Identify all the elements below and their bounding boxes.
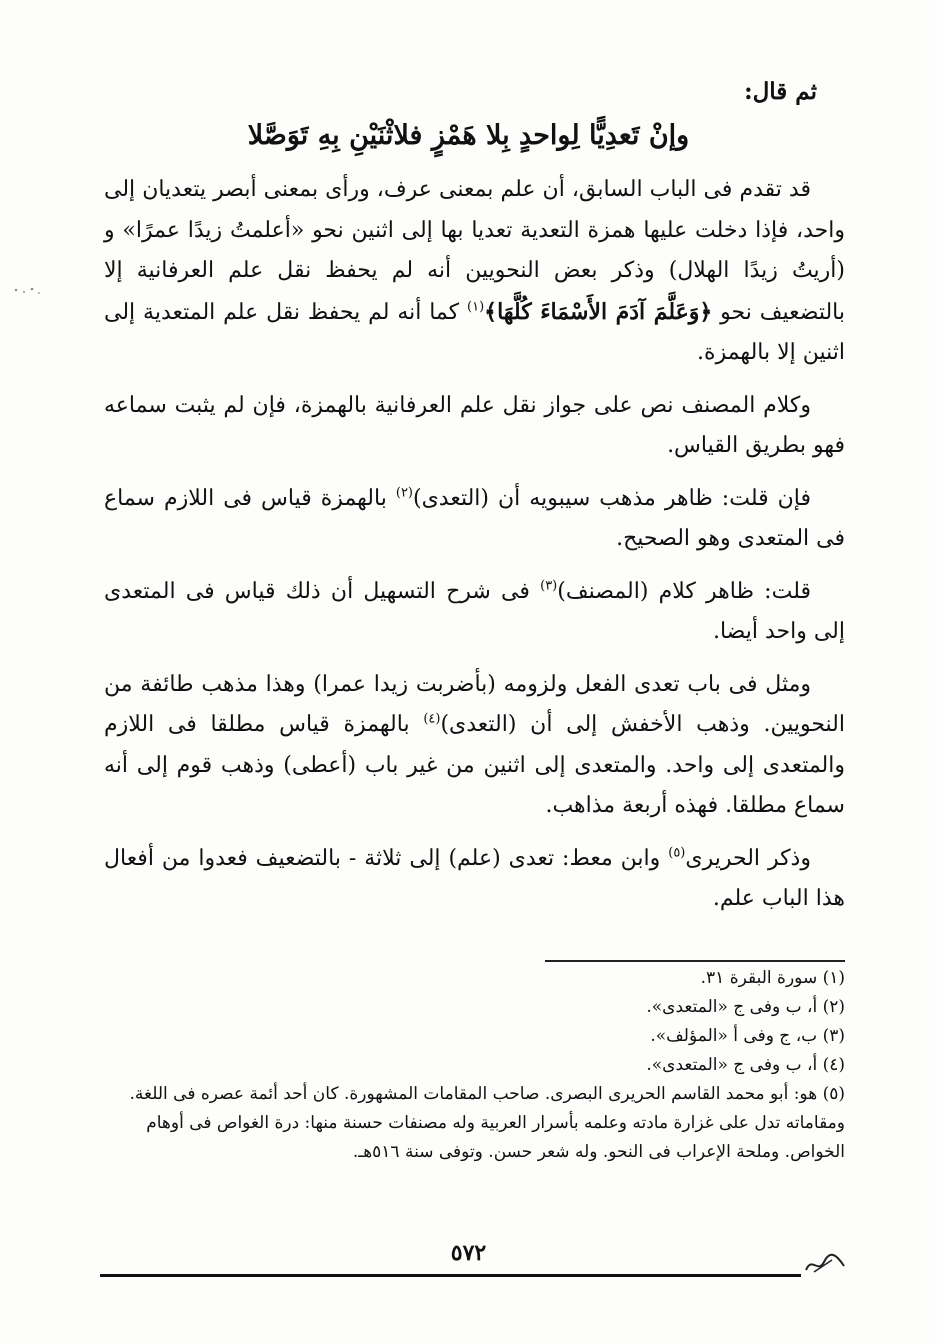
paragraph-6: وذكر الحريرى$^{(٥)}$ وابن معط: تعدى (علم) إلى ثلاثة - بالتضعيف فعدوا من أفعال هذا الباب علم. (104, 845, 845, 911)
verse-line: وإنْ تَعدِيًّا لِواحدٍ بِلا هَمْزٍ فلاثْنَيْنِ بِهِ تَوَصَّلا (247, 120, 690, 151)
footnote-ref-3[interactable]: (٣) (540, 578, 558, 594)
signature-mark-icon (802, 1248, 848, 1278)
quran-quote: ﴿وَعَلَّمَ آدَمَ الأَسْمَاءَ كُلَّهَا﴾ (484, 298, 713, 325)
intro-line: ثم قال: (744, 78, 817, 105)
footnote-separator (545, 960, 845, 962)
footnotes-list (104, 964, 845, 1167)
paragraph-2: وكلام المصنف نص على جواز نقل علم العرفانية بالهمزة، فإن لم يثبت سماعه فهو بطريق القياس. (104, 392, 845, 458)
footnote-ref-5[interactable]: (٥) (668, 845, 686, 861)
paragraph-4: قلت: ظاهر كلام (المصنف)$^{(٣)}$ فى شرح التسهيل أن ذلك قياس فى المتعدى إلى واحد أيضا. (104, 578, 845, 644)
paragraph-1: قد تقدم فى الباب السابق، أن علم بمعنى عرف، ورأى بمعنى أبصر يتعديان إلى واحد، فإذا دخلت عليها همزة التعدية تعديا بها إلى اثنين نحو «أعلمتُ زيدًا عمرًا» و (أريتُ زيدًا الهلال) وذكر بعض النحويين أنه لم يحفظ نقل علم العرفانية إلا بالتضعيف نحو ﴿وَعَلَّمَ آدَمَ الأَسْمَاءَ كُلَّهَا﴾$^{(١)}$ كما أنه لم يحفظ نقل علم المتعدية إلى اثنين إلا بالهمزة. (104, 177, 845, 365)
bottom-rule (100, 1274, 801, 1277)
scan-speck-icon (8, 280, 48, 302)
footnote-ref-1[interactable]: (١) (467, 299, 485, 315)
footnote-1: (١) سورة البقرة ٣١. (700, 968, 845, 988)
footnote-4: (٤) أ، ب وفى ج «المتعدى». (646, 1055, 845, 1075)
footnote-5: (٥) هو: أبو محمد القاسم الحريرى البصرى. صاحب المقامات المشهورة. كان أحد أئمة عصره فى اللغة. ومقاماته تدل على غزارة مادته وعلمه بأسرار العربية وله مصنفات حسنة منها: درة الغواص فى أوهام الخواص. وملحة الإعراب فى النحو. وله شعر حسن. وتوفى سنة ٥١٦هـ. (129, 1084, 845, 1162)
paragraph-5: ومثل فى باب تعدى الفعل ولزومه (بأضربت زيدا عمرا) وهذا مذهب طائفة من النحويين. وذهب الأخفش إلى أن (التعدى)$^{(٤)}$ بالهمزة قياس مطلقا فى اللازم والمتعدى إلى واحد. والمتعدى إلى اثنين من غير باب (أعطى) وذهب قوم إلى أنه سماع مطلقا. فهذه أربعة مذاهب. (104, 671, 845, 818)
page-number: ٥٧٢ (450, 1240, 487, 1266)
body-text (104, 170, 845, 932)
footnote-ref-2[interactable]: (٢) (395, 485, 413, 501)
footnote-3: (٣) ب، ج وفى أ «المؤلف». (650, 1026, 845, 1046)
paragraph-3: فإن قلت: ظاهر مذهب سيبويه أن (التعدى)$^{(٢)}$ بالهمزة قياس فى اللازم سماع فى المتعدى وهو الصحيح. (104, 485, 845, 551)
footnote-2: (٢) أ، ب وفى ج «المتعدى». (646, 997, 845, 1017)
footnote-ref-4[interactable]: (٤) (423, 711, 441, 727)
